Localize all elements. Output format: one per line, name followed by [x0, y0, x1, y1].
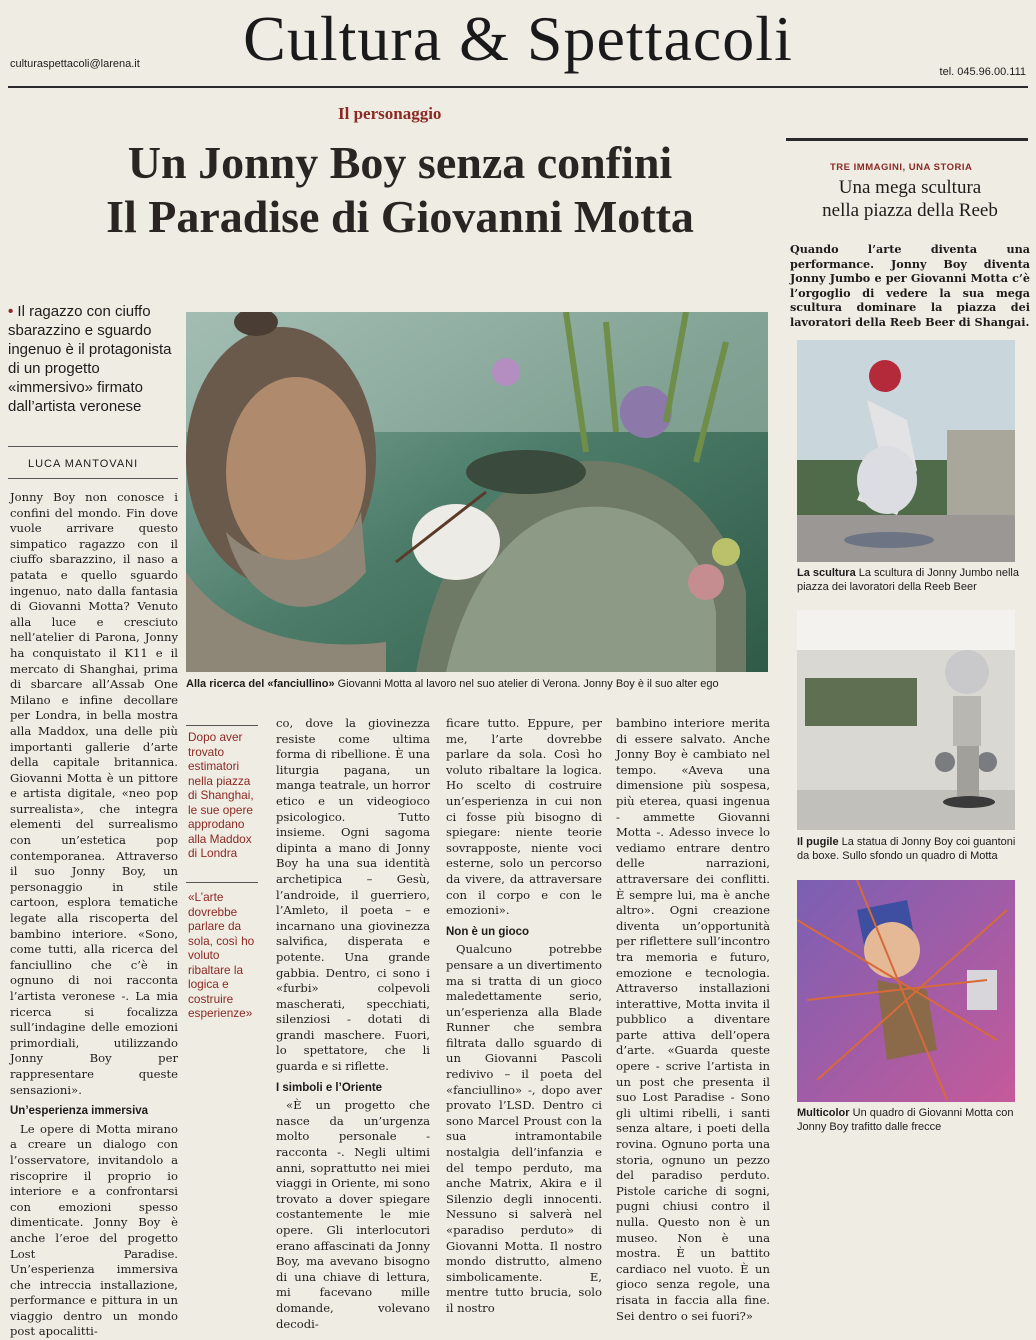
- sidebar-intro: Quando l’arte diventa una performance. Jonny Boy diventa Jonny Jumbo e per Giovanni Motta c’è l’orgoglio di vedere la sua mega scultura dominare la piazza dei lavoratori della Reeb Beer di Shangai.: [790, 242, 1030, 329]
- sidebar-photo-sculpture: [797, 340, 1015, 562]
- sidebar-title: [790, 176, 1030, 222]
- sculpture-illustration: [797, 340, 1015, 562]
- column-3-subheading: I simboli e l’Oriente: [276, 1081, 383, 1094]
- masthead: [0, 0, 1036, 86]
- sidebar-caption-1: [797, 566, 1025, 594]
- masthead-rule: [8, 86, 1028, 88]
- sidebar-caption-3-text: Un quadro di Giovanni Motta con Jonny Boy trafitto dalle frecce: [797, 1107, 1014, 1133]
- column-3-paragraph-2: «È un progetto che nasce da un’urgenza molto personale - racconta -. Negli ultimi anni, soprattutto nei miei viaggi in Oriente, mi sono trovato a dover spiegare costantemente le mie opere. Gli interlocutori erano affascinati da Jonny Boy, ma avevano bisogno di una chiave di lettura, mi facevano mille domande, volevano decodi-: [276, 1098, 430, 1331]
- section-email: culturaspettacoli@larena.it: [10, 58, 140, 70]
- sidebar-caption-3-label: Multicolor: [797, 1107, 850, 1119]
- column-4-paragraph-2: Qualcuno potrebbe pensare a un divertimento ma si tratta di un gioco maledettamente serio, un’esperienza alla Blade Runner che sembra filtrata dallo sguardo di un Giovanni Pascoli redivivo – il poeta del «fanciullino» -, dopo aver provato l’LSD. Dentro ci sono Marcel Proust con la sua intramontabile nostalgia dell’infanzia e del tempo perduto, ma anche Matrix, Akira e il Silenzio degli innocenti. Nessuno si salverà nel «paradiso perduto» di Giovanni Motta. Il nostro mondo distrutto, almeno simbolicamente. E, mentre tutto brucia, solo il nostro: [446, 942, 602, 1315]
- subhead-divider: [8, 446, 178, 447]
- headline: [30, 136, 770, 244]
- column-3: [276, 716, 430, 1332]
- section-title: Cultura & Spettacoli: [243, 3, 793, 74]
- subhead: [8, 302, 178, 416]
- column-4-paragraph-1: ficare tutto. Eppure, per me, l’arte dovrebbe parlare da sola. Così ho voluto ribaltare la logica. Ho scelto di costruire un’esperienza in cui non ci fosse più bisogno di spiegare: niente teorie sovrapposte, niente voci esterne, solo un percorso da vivere, da attraversare con il corpo e con le emozioni».: [446, 716, 602, 918]
- sidebar-caption-1-label: La scultura: [797, 567, 856, 579]
- sidebar-photo-boxer: [797, 610, 1015, 830]
- column-1: [10, 490, 178, 1340]
- sidebar-photo-multicolor: [797, 880, 1015, 1102]
- column-1-paragraph-2: Le opere di Motta mirano a creare un dialogo con l’osservatore, invitandolo a riscoprire il proprio io interiore e a confrontarsi con emozioni spesso dimenticate. Jonny Boy è anche l’eroe del progetto Lost Paradise. Un’esperienza immersiva che intreccia installazione, performance e pittura in un viaggio dentro un mondo post apocalitti-: [10, 1121, 178, 1339]
- adjacent-page-bleed: [780, 100, 1030, 130]
- subhead-text: Il ragazzo con ciuffo sbarazzino e sguardo ingenuo è il protagonista di un progetto «immersivo» firmato dall’artista veronese: [8, 303, 172, 415]
- boxer-illustration: [797, 610, 1015, 830]
- rubric: Il personaggio: [338, 104, 442, 123]
- headline-line-1: Un Jonny Boy senza confini: [127, 137, 673, 188]
- sidebar-caption-2-text: La statua di Jonny Boy coi guantoni da boxe. Sullo sfondo un quadro di Motta: [797, 836, 1016, 862]
- sidebar-title-line-2: nella piazza della Reeb: [822, 200, 998, 221]
- column-3-paragraph-1: co, dove la giovinezza resiste come ultima forma di ribellione. È una liturgia pagana, un manga teatrale, un horror etico e un videogioco psicologico. Tutto insieme. Ogni sagoma dipinta a mano di Jonny Boy ha una sua identità archetipica – Gesù, l’androide, il guerriero, l’Amleto, il poeta – e incarnano una giovinezza salvifica, disperata e potente. Una grande gabbia. Dentro, ci sono i «furbi» colpevoli mascherati, specchiati, silenziosi - dotati di grandi maschere. Fuori, lo spettatore, che li guarda e si riflette.: [276, 716, 430, 1074]
- column-1-subheading: Un’esperienza immersiva: [10, 1105, 149, 1118]
- pullquote-1: Dopo aver trovato estimatori nella piazza di Shanghai, le sue opere approdano alla Maddox di Londra: [188, 730, 254, 860]
- sidebar-caption-2-label: Il pugile: [797, 836, 839, 848]
- column-5: [616, 716, 770, 1324]
- headline-line-2: Il Paradise di Giovanni Motta: [106, 191, 694, 242]
- pullquote-2: «L’arte dovrebbe parlare da sola, così ho voluto ribaltare la logica e costruire esperienze»: [188, 890, 255, 1020]
- main-photo-caption: [186, 677, 768, 691]
- section-phone: tel. 045.96.00.111: [939, 66, 1026, 78]
- column-4: [446, 716, 602, 1317]
- sidebar-caption-2: [797, 835, 1025, 863]
- pullquote-2-divider: [186, 882, 258, 883]
- main-photo-illustration: [186, 312, 768, 672]
- subhead-bullet: •: [8, 303, 18, 320]
- main-photo: [186, 312, 768, 672]
- sidebar-kicker: TRE IMMAGINI, UNA STORIA: [830, 162, 973, 173]
- main-photo-caption-text: Giovanni Motta al lavoro nel suo atelier di Verona. Jonny Boy è il suo alter ego: [337, 678, 719, 690]
- byline-divider: [8, 478, 178, 479]
- sidebar-rule: [786, 138, 1028, 141]
- column-5-paragraph-1: bambino interiore merita di essere salvato. Anche Jonny Boy è cambiato nel tempo. «Aveva una dimensione più sospesa, più eterea, quasi ingenua - ammette Giovanni Motta -. Adesso invece lo vediamo entrare dentro delle narrazioni, attraversare dei conflitti. È sempre lui, ma è anche altro». Ogni creazione diventa un’opportunità per riflettere sull’incontro tra memoria e futuro, emozione e tecnologia. Attraverso installazioni interattive, Motta invita il pubblico a diventare parte attiva dell’opera d’arte. «Guarda queste opere - scrive l’artista in un post che presenta il suo Lost Paradise - Sono gli ultimi ribelli, i santi senza altare, i poeti della rovina. Ognuno porta una storia, ognuno un pezzo del paradiso perduto. Pistole cariche di sogni, pugni chiusi contro il nulla. Questo non è un museo. Non è una mostra. È un battito cardiaco nel vuoto. È un gioco senza regole, una risata in faccia alla fine. Sei dentro o sei fuori?»: [616, 716, 770, 1323]
- multicolor-illustration: [797, 880, 1015, 1102]
- sidebar-title-line-1: Una mega scultura: [838, 177, 982, 198]
- sidebar-caption-3: [797, 1106, 1025, 1134]
- column-4-subheading: Non è un gioco: [446, 925, 530, 938]
- main-photo-caption-label: Alla ricerca del «fanciullino»: [186, 678, 335, 690]
- byline: LUCA MANTOVANI: [28, 458, 139, 470]
- pullquote-1-divider: [186, 725, 258, 726]
- sidebar-caption-1-text: La scultura di Jonny Jumbo nella piazza dei lavoratori della Reeb Beer: [797, 567, 1019, 593]
- column-1-paragraph-1: Jonny Boy non conosce i confini del mondo. Fin dove vuole arrivare questo simpatico ragazzo con il ciuffo sbarazzino, il naso a patata e quello sguardo ingenuo, nato dalla fantasia di Giovanni Motta? Venuto alla luce e cresciuto nell’atelier di Parona, Jonny ha conquistato il K11 e il mercato di Shanghai, prima di sbarcare all’Assab One Milano e infine decollare per Londra, in bella mostra alla Maddox, una delle più importanti gallerie d’arte della capitale britannica. Giovanni Motta è un pittore e artista digitale, «neo pop surrealista», che integra elementi del surrealismo con un’estetica pop contemporanea. Attraverso il suo Jonny Boy, un personaggio in stile cartoon, esplora tematiche legate alla riscoperta del bambino interiore. «Sono, come tutti, alla ricerca del fanciullino che c’è in ognuno di noi racconta l’artista veronese -. La mia ricerca si focalizza sull’indagine delle emozioni primordiali, utilizzando Jonny Boy per rappresentare queste sensazioni».: [10, 490, 178, 1097]
